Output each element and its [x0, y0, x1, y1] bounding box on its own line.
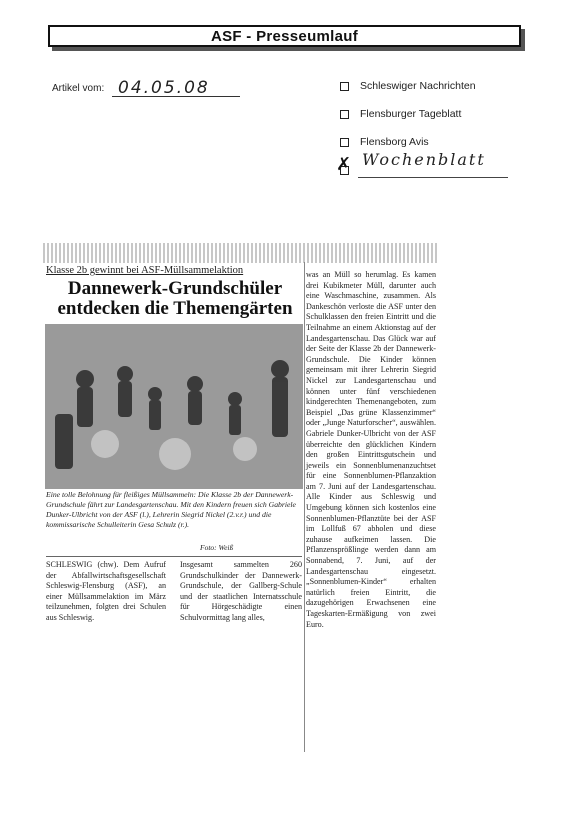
- artikel-date-line: [112, 96, 240, 97]
- handwritten-publication: Wochenblatt: [362, 150, 486, 169]
- check-mark-icon: ✗: [336, 154, 352, 175]
- article-photo: [45, 324, 303, 489]
- column-divider: [304, 262, 305, 752]
- photo-caption: Eine tolle Belohnung für fleißiges Müllsammeln: Die Klasse 2b der Dannewerk-Grundschule fährt zur Landesgartenschau. Mit den Kindern freuen sich Gabriele Dunker-Ulbricht von der ASF (l.), Lehrerin Siegrid Nickel (2.v.r.) und die kommissarische Schulleiterin Gesa Schulz (r.).: [46, 490, 296, 529]
- clipping-edge: [43, 243, 438, 263]
- article-headline: Dannewerk-Grundschüler entdecken die Themengärten: [57, 278, 293, 319]
- article-kicker: Klasse 2b gewinnt bei ASF-Müllsammelaktion: [46, 265, 244, 276]
- handwritten-line: [358, 177, 508, 178]
- checkbox-flensborg-avis[interactable]: [340, 138, 349, 147]
- article-column-3: was an Müll so herumlag. Es kamen drei Kubikmeter Müll, darunter auch eine Waschmaschine, zusammen. Als Dankeschön verloste die ASF unter den Schulklassen den freien Eintritt und die Teilnahme an einem Aktionstag auf der Landesgartenschau. Das Glück war auf der Seite der Klasse 2b der Dannewerk-Grundschule. Die Kinder können gemeinsam mit ihrer Lehrerin Siegrid Nickel zur Landesgartenschau und können unter fünf verschiedenen kindgerechten Themenangeboten, zum Beispiel „Das grüne Klassenzimmer“ oder „Junge Naturforscher“, auswählen. Gabriele Dunker-Ulbricht von der ASF überreichte den glücklichen Kindern den großen Eintrittsgutschein und jeweils ein Sonnenblumenanzuchtset für eine Sonnenblumen-Pflanzaktion am 7. Juni auf der Landesgartenschau. Alle Kinder aus Schleswig und Umgebung können sich kostenlos eine Sonnenblumen-Pflanztüte bei der ASF im Lollfuß 67 abholen und diese zuhause aufkeimen lassen. Die Pflanzensprößlinge werden dann am Sonnabend, 7. Juni, auf der Landesgartenschau eingesetzt. „Sonnenblumen-Kinder“ erhalten natürlich freien Eintritt, die dazugehörigen Erwachsenen eine Tageskarten-Ermäßigung von zwei Euro.: [306, 270, 436, 629]
- checkbox-label: Flensborg Avis: [360, 136, 429, 148]
- artikel-date: 04.05.08: [118, 78, 210, 98]
- artikel-label: Artikel vom:: [52, 83, 105, 94]
- photo-illustration: [45, 324, 303, 489]
- article-column-2: Insgesamt sammelten 260 Grundschulkinder der Dannewerk-Grundschule, der Gallberg-Schule und der staatlichen Internatsschule für Hörgeschädigte einen Schulvormittag lang alles,: [180, 560, 302, 622]
- checkbox-label: Schleswiger Nachrichten: [360, 80, 476, 92]
- article-column-1: SCHLESWIG (chw). Dem Aufruf der Abfallwirtschaftsgesellschaft Schleswig-Flensburg (ASF), an einer Müllsammelaktion im März teilzunehmen, folgten drei Schulen aus Schleswig.: [46, 560, 166, 622]
- page-title: ASF - Presseumlauf: [48, 25, 521, 47]
- checkbox-flensburger-tageblatt[interactable]: [340, 110, 349, 119]
- caption-divider: [46, 556, 302, 557]
- checkbox-label: Flensburger Tageblatt: [360, 108, 462, 120]
- checkbox-schleswiger-nachrichten[interactable]: [340, 82, 349, 91]
- photo-credit: Foto: Weiß: [200, 543, 234, 552]
